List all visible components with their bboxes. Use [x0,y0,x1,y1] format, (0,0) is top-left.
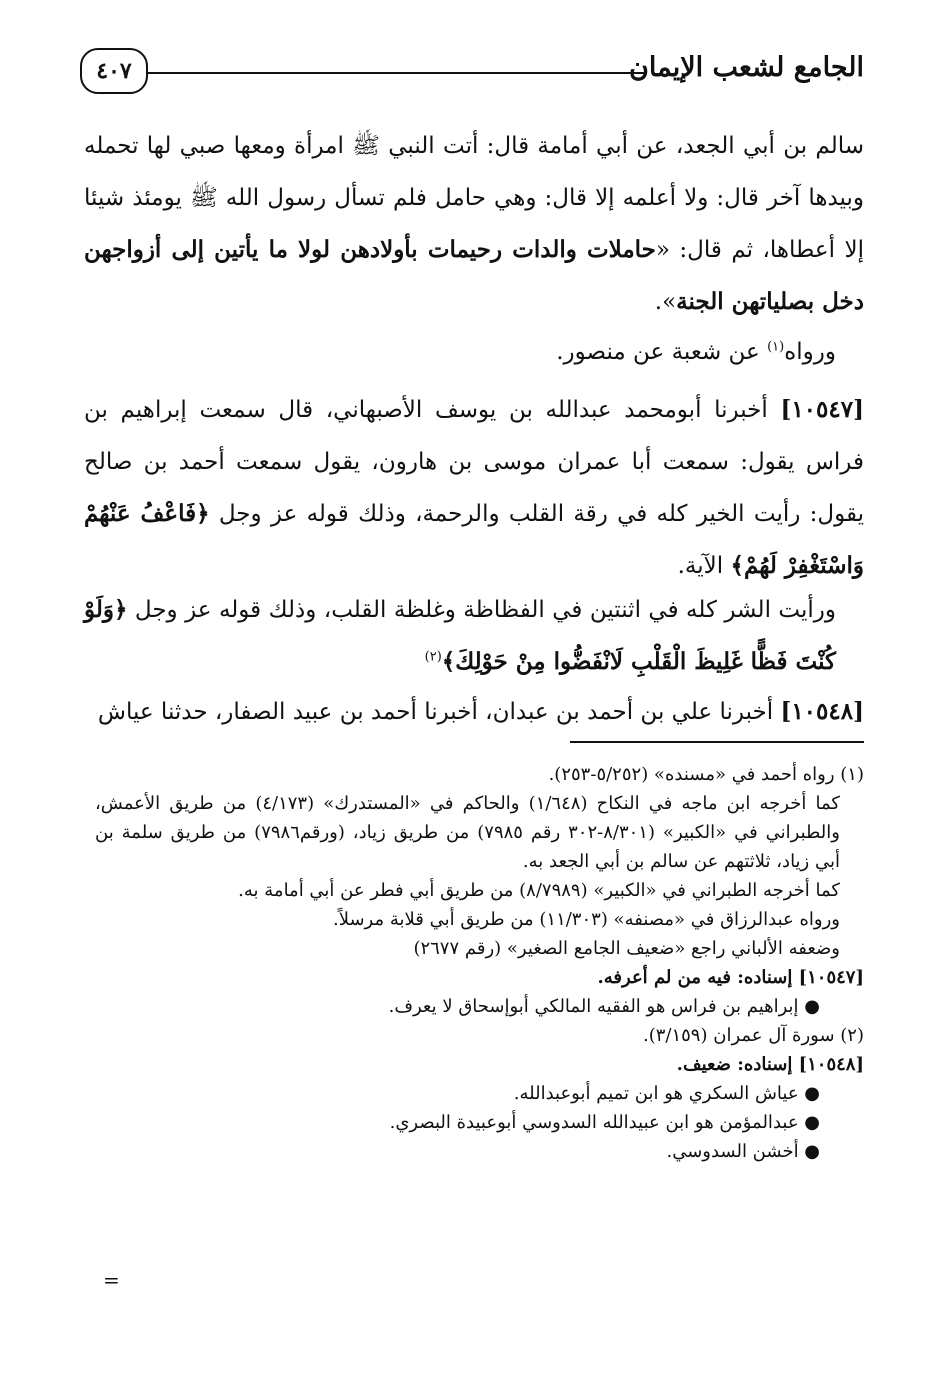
hadith-10548 [84,686,864,738]
rawah-line [84,326,836,378]
bullet-item: ● عياش السكري هو ابن تميم أبوعبدالله. [513,1083,820,1104]
footnotes [95,760,864,1166]
hadith-text: أخبرنا أبومحمد عبدالله بن يوسف الأصبهاني، قال سمعت إبراهيم بن فراس يقول: سمعت أبا عمران موسى بن هارون، يقول سمعت أحمد بن صالح يقول: رأيت الخير كله في رقة القلب والرحمة، وذلك قوله عز وجل [84,397,865,527]
hadith-text-end: الآية. [677,553,731,579]
paragraph-text: ورأيت الشر كله في اثنتين في الفظاظة وغلظة القلب، وذلك قوله عز وجل [127,597,836,623]
footnote-1-para: كما أخرجه الطبراني في «الكبير» (٨/٧٩٨٩) من طريق أبي فطر عن أبي أمامة به. [238,880,840,901]
rawah-text-end: عن شعبة عن منصور. [556,339,768,365]
footnote-1-para: كما أخرجه ابن ماجه في النكاح (١/٦٤٨) والحاكم في «المستدرك» (٤/١٧٣) من طريق الأعمش، والطبراني في «الكبير» (٨/٣٠١-٣٠٢ رقم ٧٩٨٥) من طريق زياد، (ورقم٧٩٨٦) من طريق سلمة بن أبي زياد، ثلاثتهم عن سالم بن أبي الجعد به. [95,793,840,872]
footnote-2: (٢) سورة آل عمران (٣/١٥٩). [642,1025,864,1046]
hadith-text: أخبرنا علي بن أحمد بن عبدان، أخبرنا أحمد بن عبيد الصفار، حدثنا عياش [97,699,781,725]
isnad-10547: [١٠٥٤٧] إسناده: فيه من لم أعرفه. [597,967,864,988]
footnote-1: (١) رواه أحمد في «مسنده» (٥/٢٥٢-٢٥٣). [548,764,864,785]
page-number: ٤٠٧ [80,48,148,94]
main-text-block-1 [84,120,864,328]
paragraph-evil [84,584,836,688]
footnote-rule [570,741,864,743]
text-line: أعطاها، ثم قال: « [655,237,836,263]
prophetic-quote: حاملات والدات رحيمات بأولادهن لولا ما يأتين إلى أزواجهن دخل بصلياتهن الجنة [84,236,864,315]
bullet-item: ● إبراهيم بن فراس هو الفقيه المالكي أبوإسحاق لا يعرف. [388,996,820,1017]
hadith-number: [١٠٥٤٧] [780,396,864,423]
hadith-number: [١٠٥٤٨] [780,698,864,725]
page-header [80,46,864,102]
continuation-mark: = [103,1268,120,1292]
text-line: آخر قال: ولا أعلمه إلا قال: وهي حامل فلم تسأل رسول الله ﷺ يومئذ شيئا إلا [84,185,865,263]
main-text-block-2 [84,326,864,378]
text-line: سالم بن أبي الجعد، عن أبي أمامة قال: أتت النبي ﷺ امرأة ومعها صبي لها تحمله وبيدها [84,133,865,211]
footnote-ref-2: (٢) [424,649,442,665]
main-text-block-3 [84,384,864,592]
header-rule [146,72,646,74]
hadith-continuation [84,120,864,328]
rawah-text: ورواه [784,339,836,365]
footnote-1-para: ورواه عبدالرزاق في «مصنفه» (١١/٣٠٣) من طريق أبي قلابة مرسلاً. [333,909,840,930]
quran-verse: ﴿فَاعْفُ عَنْهُمْ وَاسْتَغْفِرْ لَهُمْ﴾ [84,500,864,579]
text-line: ». [654,289,677,315]
hadith-10547 [84,384,864,592]
isnad-10548: [١٠٥٤٨] إسناده: ضعيف. [676,1054,864,1075]
footnote-ref-1: (١) [767,339,785,355]
main-text-block-4 [84,584,864,688]
footnote-1-para: وضعفه الألباني راجع «ضعيف الجامع الصغير» (رقم ٢٦٧٧) [413,938,840,959]
running-title: الجامع لشعب الإيمان [629,52,864,83]
main-text-block-5 [84,686,864,738]
bullet-item: ● عبدالمؤمن هو ابن عبيدالله السدوسي أبوعبيدة البصري. [389,1112,820,1133]
bullet-item: ● أخشن السدوسي. [666,1141,820,1162]
quran-verse: ﴿وَلَوْ كُنْتَ فَظًّا غَلِيظَ الْقَلْبِ لَانْفَضُّوا مِنْ حَوْلِكَ﴾ [84,596,836,675]
